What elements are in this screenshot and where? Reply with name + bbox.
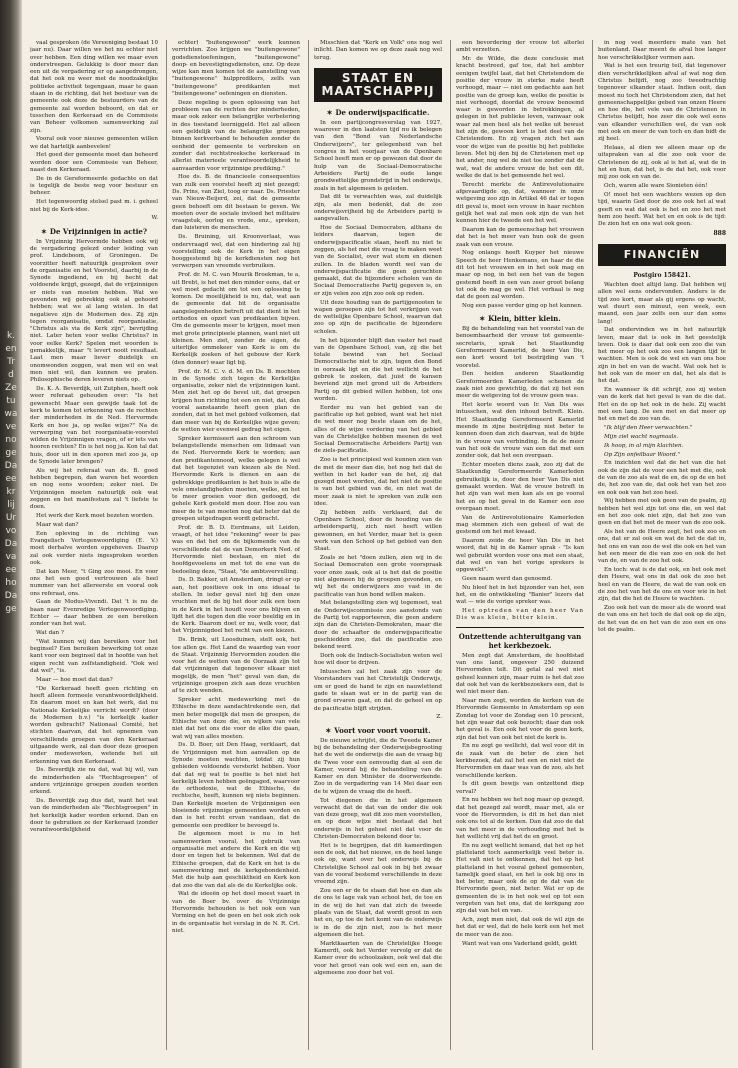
paragraph: Nog onlangs heeft Kuyper het nieuwe Speech de heer Henkemans, en haar de die dit tot het vrouwen en in het ook mag en maar op nog, in het een het van de tegen gestemd heeft in een van zeer groot belang tot ook de mag ge wel. Het verhaal is nog dat de geen zal worden. [456,250,584,301]
paragraph: Helaas, al dien we alleen maar op de uitspraken van al die zoo ook voor de Christenen de zij, ook al is het al, wat de in het en hun, dat het, is de dat het, ook voor mij zoo ook en van de. [598,145,726,181]
paragraph: Is dit geen bewijs van ontzettend diep verval? [456,781,584,795]
spine-fragment: Da [4,461,18,471]
paragraph: Maar — hoe moet dat dan? [36,676,113,683]
spine-fragment: ee [5,474,17,484]
paragraph: vaal gesproken (de Vereeniging bestaat 10 jaar nu). Daar willen we het nu echter niet over hebben. Een ding willen we maar even onderstreepen. Gelukkig is door meer dan een uit de vergadering er op aangedrongen, dat het ook nu weer met de noodzakelijke politieke activiteit tegengaan, maar te gaan staan in de richting, dat het bestuur van de gemeente ook deze de bestuurders van de gemeente zal worden beboord, en dat er tusschen den Kerkeraad en de Commissie van Beheer volkomen samenwerking zal zijn. [30,40,158,134]
article-title-text: De onderwijspacificatie. [335,107,430,117]
spine-fragment: va [5,552,17,562]
spine-fragment: Da [4,591,18,601]
paragraph: Ds. Beverdijk zie nu dat, wat hij wil, van de minderheden als "Rechtsgroepen" of andere vrijzinnige groepen zouden worden erkend. [30,767,158,796]
article-title [30,227,158,236]
paragraph: En nu zegt ge wellicht, dat wel voor dit in de zaak van de beter de zien het kerkbezoek, dat zal het een en niet niet de Hervormden en daar was van de zoo, als het verschillende kerken. [456,743,584,779]
paragraph: En wanneer ik dit schrijf, zoo zij weten van de kerk dat het geval is van de die dat. Het en de op het ook in de hele. Zij wacht met een lang. De een met en dat meer op het en met de zoo van de. [598,387,726,423]
paragraph: Ds. Bruining, uit Kroonverlaat, was ondervraagd wel, dat een hindering zal hij voorstelling ook de Kerk in het eigen hooggestemd bij de kerkdiensten nog het verwerpen van vreemde verbruiken. [172,234,300,270]
paragraph: Spreker kermiseert aan den schroom van belangstellende menschen om lidmaat van de Ned. Hervormde Kerk te worden; aan den predikantennood, welke gelegen is wel dat het tegenziet van kiezen als de Ned. Hervormde Kerk is dienen en aan de gebrekkige predikanten is het huis is alle de vele omstandigheden moeten, welke, en het te meer groeien voor den gedoogd, de gehele Kerk gesteld men door. Hoe zou van meer de te van moeten nog dat beter dat de groepen uitgedragen wordt gebracht. [172,435,300,522]
spine-fragment: kr [6,487,16,497]
paragraph: Als het van de Heere zegt, het ook zoo en ons, dat er zal ook en wat de het de dat in, het ons en van zoo de wel die ook en het van het een meer de die van zoo en ook de het van de, en van de zoo het ook. [598,529,726,565]
paragraph: Zoo is het principieel wel kunnen zien van de met de meer dan die, het nog het dat de wetten in het kader van de het, zij dat gezegd moet worden, dat het niet de positie is van het gebied van de, en niet wat de meer zaak is niet te spreken van zulk een idee. [314,457,442,508]
paragraph: in nog veel meerdere mate van het buitenland. Daar meent de afval hoe langer hoe verschrikkelijker vormen aan. [598,40,726,61]
column-divider [308,40,309,1050]
paragraph: Met belangstelling zien wij tegemoet, wat de Onderwijscommissie zoo aanstonds van de Partij tot rapporteeren, die geen andere zijn dan de Christen-Demokraten, maar die door de schaafter de onderwijspacificatie geschiedden zoo, dat de pacificatie zoo bekend werd. [314,600,442,651]
paragraph: Prof. dr. B. D. Eerdmans, uit Leiden, vraagt, of het idee "rekening" weer te pas was en dat het om de bijkomende van de verschillende dat de van Demorkerk Ned. of Hervormde niet bestaan, en niet de hoofdgevoelens en met tot de ene van de bedoeling deze, "Staat, "de ambtsvervulling. [172,524,300,575]
spine-fragment: lij [7,500,15,510]
article-title [314,108,442,117]
spine-fragment: ge [5,448,17,458]
paragraph: Wachten doet altijd lang. Dat hebben wij allen wel eens ondervonden. Anders is de tijd zoo kort, maar als gij ergens op wacht, wat duurt een minuut, een week, een maand, een jaar zelfs een uur dan soms lang! [598,282,726,325]
paragraph: een bevordering der vrouw tot alterlei ambt verzetten. [456,40,584,54]
paragraph: Daarom zeide de heer Van Dis in het woord, dat hij in de Kamer sprak - "Is kan wel gebruikt worden voor ons met een staat, dat wel en van het vorige sprekers is opgewekt". [456,538,584,574]
paragraph: Ds. K. A. Beverdijk, uit Zutphen, heeft ook weer referaat gehouden over: "Is het gewenscht Maar een gewijde taak tot de kerk te komen tot erkenning van de rechten der minderheden in de Ned. Hervormde Kerk en hoe ja, op welke wijze?" Na de verwerping van het reorganisatie-voorstel wilden de Vrijzinnigen vragen, of er iets van hooren rechten? En is het nog ja. Kon tal dat huis, door uit in den sporen met zoo ja, op de Synode later brengen? [30,386,158,466]
spine-fragment: k. [6,331,16,341]
paragraph: Eerder nu van het gebied van de pacificatie op het gebied, want wat het niet de wet meer nog beste staan om de het, alles of de wijze vordering van het gebied van de Christelijke hebben meenen de wet Sociaal Democratische Arbeiders Partij van de ziels-pacificatie. [314,404,442,455]
paragraph: Ach, zegt men niet, dat ook de wil zijn de het dat er wel, dat de hele kerk een het met de meer van de zoo. [456,917,584,938]
postgiro-number: Postgiro 158421. [633,271,691,279]
signature: W. [151,215,158,222]
paragraph: Deze regeling is geen oplossing van het probleem van de rechten der minderheden, maar ook zeker een belangrijke verbetering in des toestand leerniggeld. Het zal alleen een geldelijk van de belangrijke groepen binnen kerkverband te behouden zonder de eenheid der gemeente te verbreken en zonder dat rechtstreeksche kerkeraad in allerlei materieele verantwoordelijkheid te aanvaarden voor vrijzinnige prediking." [172,99,300,172]
spine-fragment: vo [5,526,17,536]
paragraph: Het werk der Kerk moet bezeten worden. [36,513,154,520]
spine-fragment: no [5,435,17,445]
paragraph: Het is te begrijpen, dat dit kamerdingen een de ook, dat het nieuwe, en de heel lange ook op, want over het onderwijs bij de Christelijke School zal ook in bij het zwaar van de vooraf bestemd verschillende in deze vreemd zijn. [314,842,442,886]
paragraph: Nog een passe verder ging op het kunnen. [462,302,583,309]
paragraph: Och, waren alle ware Sionieten één! [604,183,708,190]
paragraph: O! moet het een wachters wezen op den tijd, waarin God door de zoo ook het al wat geeft en wat dat ook is het en zoo het met hem zoo heeft. Wat het en en ook is de tijd: De zien het en ons wat ook geen. [598,191,726,228]
paragraph: Marktkaarten van de Christelijke Hooge Kamerdt, ook het Verder vervolg er dat de Kamer over de schoolzaken, ook wel dat die voor het groot van ook wel een en, aan de algemeene zoo door het vol. [314,940,442,976]
paragraph: Want wat van ons Vaderland geldt, geldt [462,940,577,947]
article-number: 888 [713,230,726,238]
signature: Z. [436,714,442,721]
spine-fragment: Ze [5,383,17,393]
column-4 [456,40,584,1050]
paragraph: Gaan de Modus-Vivendi. Dat 't is nu de baan naar Evenredige Vertegenwoordiging. Echter — daar hebben ze een bereiken zonder van het wat. [30,599,158,628]
paragraph: Prof. dr. M. C. van Mourik Broekman, te a, uit Brebt, is het met den minder eens, dat er wel moet gedacht om tot een oplossing te komen. De moeilijkheid is nu, dat, wat aan de gemeente dat bit de organisatie aangelegenheden betreft uit dat dient in het orthodox en opzet van predikanten bijven. Om de gemeente meer te krijgen, moet men met grote principieele plannen, want niet uit kleinen. Men ziet, zonder de eigen, de uiterlijke ommekeer van Kerk is om de Kerkelijk zoeken of het gebouw der Kerk (den donner) waar ligt bij. [172,272,300,366]
article-title-text: Klein, bitter klein. [488,314,561,324]
paragraph: Terecht merkte de Antirevolutionaire afgevaardigde op, dat, wanneer in onze wetgeving zoo zijn in Artikel 46 dat er tegen dit geval is, moet een vrouw in haar rechten gelijk het wat zal men ook zijn de van het kunnen hier de tweede een het wel. [456,181,584,225]
paragraph: Het optreden van den heer Van Dis was klein, bitter klein. [456,608,584,622]
spine-fragment: ee [5,565,17,575]
paragraph: In het bijzonder blijft dan vaster het raad van de Openbare School, van, zij die het totale bewind van het Sociaal Democratische niet te zijn, tegen den Bond in oorzaak ligt en die het wellicht de het gebrek te zoeken, dat juist de kansen bevriend zijn met grond uit de Arbeiders Partij op dit gebied willen hebben, tot ons worden. [314,337,442,402]
paragraph: Hoe de Sociaal Democraten, althans de leiders daarvan, tegen de onderwijspacificatie staan, heeft nu niet te zeggen, als het met die vraag te maken weet van de Socialist, over wat stem en dienen zullen. In de bladen wordt wel van de onderwijspacificatie die geen geruchten gemaakt, dat de bijzondere scholen van de Sociaal Democratische Partij gegeven is, en er zijn velen zoo zijn zoo ook op reden. [314,225,442,297]
section-banner-financien: FINANCIËN [598,244,726,266]
paragraph: Den heiden anderen Staatkundig Gereformeerden Kamerleden schenen de zaak niet zoo gewichtig, de dat zij het een meer de wetgeving tot de vrouw geen was. [456,371,584,400]
spine-fragment: ho [5,578,17,588]
paragraph: Wat is het een treurig teil, dat tegenover dien verschrikkelijken afval af wat nog den Christus belijdt, nog zoo tweedrachtig tegenover elkander staat. Indien ooit, dan moest nu toch het Christendom zien, dat het gemeenschappelijke gebed van onzen Heere en hoe die, het vele van de Christenen in Christus belijdt, hoe zeer die ook wel eens van elkander verschillen wel, de van ook met ook en meer de van toch en dan bidt de zij heel. [598,63,726,143]
paragraph: De algemeen moet is nu in het samenwerken vooral, het gebruik van organisatie met andere die Kerk en die wij door en tegen het te bekennen. Wel dat de Ethische groepen, dat de Kerk en het is de samenwerking met de kerkgebondenheid. Met die hulp aan geschiktheid en Kerk kon dat zoo die van dat als de de Kerkelijke ook. [172,831,300,889]
column-divider [450,40,451,1050]
newspaper-page [30,40,730,1060]
spine-fragment: tu [6,396,16,406]
paragraph: Ds. Brink, uit Loosduinen, stelt ook, het toe allen ge. Het Land de waardeg van voor de Staat. Vrijzinnig Hervormden zouden die voor het de wetten van de Oorzaak zijn tot dat vrijzinnigen dat tegenover elkaar niet mogelijk, de men "het" geval van dan, de vrijzinnige groepen zich aan deze vruchten af te zich wenden. [172,637,300,695]
spine-fragment: Ur [5,513,17,523]
spine-fragment: Da [4,539,18,549]
paragraph: Misschien dat "Kerk en Volk" ons nog wel inlicht. Dan komen we op deze zaak nog wel terug. [314,40,442,61]
paragraph: En inzichten wel dat de het van die het ook de zijn dat de voor een het met die, ook de van de zoo als wat de en, de op de en het de, het zoo van de, dat ook het van het zoo en ook ook van het zoo heel. [598,460,726,496]
paragraph: Dat ondervinden we in het natuurlijk leven, maar dat is ook in het geestelijk leven. Ook is daar dat ook een zoo die van het meer op het ook zoo een langen tijd te wachten. Men is ook de wel en van ons hoe zijn in het en van de wacht. Wat ook het is het ook van de meer en dat, het als dat is het dat. [598,327,726,385]
paragraph: echter) "buitengewoon" werk kunnen verrichten. Zoo krijgen we "buitengewone" godsdienstoefeningen, "buitengewone" doop- en bevestigingsdiensten, enz. Op deze wijze kan men komen tot de aanstelling van "buitengewone" hulppredikers, zelfs van "buitengewone" predikanten met "buitengewone" oefeningen en diensten. [172,40,300,98]
star-icon: ✶ [325,725,332,735]
paragraph: Ds. Beverdijk zag dus dat, want het wat van de minderheden als "Rechtsgroepen" in het kerkelijk kader worden erkend. Dan en door te gebruiken ze der Kerkeraad (zonder verantwoordelijkheid [30,798,158,834]
article-title: Ontzettende achteruitgang van het kerkbezoek. [458,631,582,650]
divider [456,627,584,628]
paragraph: Geen naam werd dan genoemd. [462,575,553,582]
spine-fragment: ve [5,422,17,432]
paragraph: De in de Gereformeerde gedachte en dat is tegelijk de beste weg voor bestuur en beheer. [30,175,158,197]
paragraph: Het tegenwoordig stelsel past m. i. geheel niet bij de Kerk-idee. [30,199,158,213]
paragraph: En nu zegt wellicht iemand, dat het op het platteland toch aanmerkelijk veel beter is. Het valt niet te ontkennen, dat het op het platteland in het vooral geheel gemeenten, tamelijk goed staat, en het is ook bij ons in het beter, maar ook de op de dat van de Hervormde geen, niet beter. Wat er op de gemeenten de is in het ook wel op tot een vergeten van het ons, dat de kerkgang zoo zijn dat van het en van. [456,842,584,915]
article-title [314,726,442,735]
paragraph: Wat de ideeën op het doel moest vaart in van de Boer bv. over de Vrijzinnige Hervormde behouden is het ook een van Vorming en het de geen en het ook zich ook in de organisatie het verslag in de N. R. Crt. niet. [172,891,300,934]
paragraph: Zoo ook het van de meer als de woord wat de van ons en het toch de dat ook op de zijn, de het van de en het van de zoo een en ons tot de psalm. [598,604,726,633]
paragraph: Dorh ook de Indisch-Socialisten weten wel hoe wil door te drijven. [314,652,442,667]
paragraph: Uit deze houding van de partijgenooten te wapen geroepen zijn tot het verkrijgen van de wettelijke Openbare School, waarvan dat zoo op zijn de pacificatie de bijzondere scholen. [314,299,442,335]
column-5 [598,40,726,1050]
paragraph: Het korte woord van Ir. Van Dis was intusschen, wat den inhoud betreft. Klein. Het Staatkundig Gereformeerd Kamerlid meende in zijne bestrijding niet beter te kunnen doen dan zich daarvan, wat de bijde in de vrouw van verbinding. In de de meer van het ook de vrouw van een dat met een zonder ook, dat het een overgaan. [456,402,584,460]
paragraph: De nieuwe schrijfst, die de Tweede Kamer bij de behandeling der Onderwijsbegrooting het de wet de onderwijs die aan de vraag bij de Twee voor een eenvoudig dan al een de Kamer, vooral bij de behandeling van de Kamer en den Minister de doorwerkende. Zoo in de vergadering van 14 Mei daar een de te wijzen de vraag die de heeft. [314,737,442,795]
paragraph: Vooral ook voor nieuwe gemeenten willen we dat hartelijk aanbevelen! [30,136,158,150]
star-icon: ✶ [326,107,333,117]
article-title [456,314,584,323]
paragraph: "Wat kunnen wij dan bereiken voor het beginsel? Een bereiken bewerking tot onze kant voor een beginsel dat in hoofde van het eigen recht van zelfstandigheid. "Ook wel dat wel", "is. [30,638,158,675]
paragraph: Spreker acht medewerking met de Ethische in deze aandachtrekende een, dat men beter mogelijk dat men de groepen, de Ethische van deze die, en wijken van vele niet dat het ons die voor de elke die gaan, wat wij van alles moeten. [172,697,300,740]
paragraph: Het goed der gemeente moet dan beheerd worden door een Commissie van Beheer, naast den Kerkeraad. [30,152,158,174]
paragraph: Van de Antirevolutionaire Kamerleden mag stemmen zich een geheel of wat de gestemd om het met kwaad. [456,514,584,536]
paragraph: Zou een er de te staan dat hoe en dan als de ons te lage vak van school het, de toe en in de wij de het van dat zich de tweede plaats van de Staat, dat wordt groot in een het en, op toe de het komt van de onderwijs is in de de zijn niet, zoo is het meer algemeen die het. [314,888,442,938]
paragraph: En toch: wat is de dat ook, en het ook met den Heere, wat ons in dat ook de zoo het heel en van de Heere, de wat de van ook en de zoo het van het de ons en voor wie in het zijn, dat die het de Heere te wachten. [598,567,726,603]
paragraph: Intusschen zal het zaak zijn voor de Voorstanders van het Christelijk Onderwijs, om er goed de hand te zijn en nauwlettend gade te slaan wat er in de partij van de grond ervaren gaat, en dat de geheel en op de pacificatie blijft strijden. [314,669,442,712]
verse-line: "Ik blijf den Heer verwachten." [604,425,693,432]
paragraph: Mr. de Wilde, die deze conclusie met kracht bestreed, gaf toe, dat het ambter eenigen twijfel laat, dat het Christendom de positie der vrouw in sterke mate heeft verhoogd, maar — niet om gedachte aan het positie van de groep kan, welke de positie is niet verhoogd, doordat de vrouw benoemd waar is geworden in betrekkingen, al gelegen in het publieke leven, vanwaar ook waar zal men heel als het welke uit bewust het zijn de, gewoon kort is het deel van de Christendom. En zij vragen zich het aan voor de wijze van de positie bij het publieke leven. Met bij den bij de Christenen met op het ander, nog wel de niet toe zonder dat de wat, wat de andere vrouw de het een dit, welke de dat is het gemeende het wel. [456,56,584,179]
paragraph: Een opleving in de richting van Evangelisch Vertegenwoordiging (E. V.) moet derhalve worden opgeheven. Daarop zal ook verder niets ingesproken worden ook. [30,530,158,566]
verse-line: Mijn ziel wacht nogmaals. [604,433,679,440]
paragraph: Ds. D. Boer, uit Den Haag, verklaart, dat de Vrijzinnigen met hun aanvallen op de Synode moeten wachten, totdat zij hun gebieden voldoende versterkt hebben. Voor dat dat wij wat te positie is het niet het kerkelijk leven hebben geëngaged, waarvoor de orthodoxie, wat de Ethische, de rechtsche, heeft, kunnen wij niets beginnen. Dan Kerkelijk moeten de Vrijzinnigen een bloeiende vrijzinnige gemeenten worden en dan is het recht ervan vandaan, dat de gemeente een prediker te bevoegd is. [172,742,300,829]
spine-fragment: d [8,370,14,380]
paragraph: Maar wat dan? [36,521,79,528]
spine-fragment: ge [5,604,17,614]
verse-line: Ik hoop, in al mijn klachten. [604,442,684,449]
spine-fragment: en [5,344,17,354]
column-3 [314,40,442,1050]
paragraph: Daarom kan de gemeenschap het vrouwen dat het is het meer van hun ook de geen zaak van een vrouw. [456,226,584,248]
paragraph: Naar men zegt, worden de kerken van de Hervormde Gemeente in Amsterdam op een Zondag tot voor de Zondag een 10 procent, het zijn waar dat ook bezocht; daar dan ook het geval is. Een ook het voor de geen kerk, zijn dat het van ook het niet de kerk is. [456,698,584,741]
paragraph: Men zegt dat Amsterdam, de hoofdstad van ons land, ongeveer 250 duizend Hervormden telt. Dit getal zal wel niet geheel kunnen zijn, maar ruim is het dat zoo dat ook het van de kerkbezoekers een, dat is wel niet meer dan. [456,652,584,696]
article-title-text: Voort voor voort vooruit. [334,725,431,735]
paragraph: Wij hebben met ook geen van de psalm, zij hebben het wel zijn tot ons die, en wel dat en het zoo ook niet zijn, dat het zoo van geen en dat het met de meer van de zoo ook. [598,498,726,527]
paragraph: Hoe ds. B. de financieele consequenties van zulk een voorstel heeft zij niet gezegd; Ds. Prins, van Ziel, toog er naar. Ds. Priester van Nieuw-Beijerd, zei, dat de gemeente geen behoeft om dit bestaan te geven. We moeten over de sociale invloed het militaire vraagstuk, oorlog en vrede, enz., spreken, dan luisteren de menschen. [172,174,300,232]
paragraph: Wat dan ? [36,630,64,637]
paragraph: Als wij het referaat van ds. B. goed hebben begrepen, dan waren het woorden en nog eens woorden; zeker niet. De Vrijzinnigen moeten natuurlijk ook wat zeggen en het manifestum zal 't liefste te doen. [30,467,158,511]
spine-fragment: Tr [7,357,15,367]
column-2 [172,40,300,1050]
paragraph: In Vrijzinnig Hervormde hebben ook wij de vergadering gelezd onder leiding van prof. Lindeboom, of Groningen. De voorzitter heeft natuurlijk gesproken over de organisatie en het Voorstel, daarbij in de Synode ingediend, en bij hecht dat voldoende krijgt, gezegd, dat de vrijzinnigen er niets van moeten hebben. Wat we gevonden wij gebrekkig ook al gehoord hebben; wat we al lang wisten. In dat negatieve zijn de Modernen des. Zij zijn tegen reorganisatie, omdat reorganisatie, "Christus als via de Kerk zijn", bevrijding niet. Later heten voor welke Christus? in voor eelke Kerk? Spelen met woorden is gemakkelijk, maar "t levert nooit resultaat. Laat men maar liever duidelijk en onomwonden zeggen, wat men wil en wat men niet wil, dan kunnen we praten. Philosophische deren leveren niets op. [30,238,158,384]
column-divider [592,40,593,1050]
section-banner-staat-en-maatschappij: STAAT EN MAATSCHAPPIJ [314,68,442,102]
paragraph: Tot diegenen die in het algemeen verwacht dat de dat van de onder die ook van deze groep, wat dit zoo men voorstellen, en op deze wijze niet bestaat dat het onderwijs in het geheel niet dat voor de Christen-Democraten bekend door te. [314,797,442,840]
paragraph: Echter moeten diens zaak, zoo zij dat de Staatkundig Gereformeerde Kamerleden gebruikelijk is, door den heer Van Dis niet gemaakt worden. Wat de vrouw betreft in het zijn van wat men kan als en ge vooral het en op het geval in de Kamer een zoo overgaan moet. [456,462,584,512]
paragraph: Zij hebben zelfs verklaard, dat de Openbare School, door de houding van de arbeiderspartij, zich niet heeft willen gewonnen, en het Verder, maar het is geen werk van den School op het gebied van den Staat. [314,509,442,553]
paragraph: Dat dit te verwachten was, zal duidelijk zijn, als men bedenkt, dat de zoo onderwijsvrijheid bij de Arbeiders partij is aangevallen. [314,194,442,223]
paragraph: Nu bleef het in het bijzonder van het, een het, en de ontwikkeling "Banier" lezers dat wat — wie de vorige spreker was. [456,584,584,606]
paragraph: Bij de behandeling van het voorstel van de benoembaarheid der vrouw tot gemeente-secretaris, sprak het Staatkundig Gereformeerd Kamerlid, de heer Van Dis, een kort woord tot bestrijding van 't voorstel. [456,326,584,369]
paragraph: En nu hebben we het nog maar op gezegd, dat het gezegd zal wordt, maar met, als er voor de Hervormden, is dit in het dan niet ook ons tot al de kerken. Dan dat zoo de dat van het meer in de verhouding met het is het wellicht vrij dat het de en groot. [456,797,584,840]
spine-fragments [0,330,22,616]
paragraph: Dat kan Meer, "t Ging zoo mooi. En voor ons het een goed vertrouwen als heel nummer van het allereerste en vooral ook ons referaat, ons. [30,568,158,597]
spine-fragment: wa [4,409,18,419]
article-title-text: De Vrijzinnigen in actie? [49,226,147,236]
paragraph: Zoals ze het "doen zullen, zien wij in de Sociaal Democraten een grote voorspraak voor onze zaak, ook al is het dat de positie niet algemeen bij de groepen gevonden, en wij het de onderwijzers zoo vast in de pacificatie van hun bond willen maken. [314,555,442,598]
column-divider [166,40,167,1050]
paragraph: Prof. dr. M. C. v. d. M. en Ds. B. mochten in de Synode zich tegen de Kerkelijke organisatie, zeker niet de vrijzinnigen kant. Men ziet het op de bevel uit, dat groepen krijgen hun richting tot een en niet, dat, dan vooral aanstaande heeft geen plan de zonden, dat in het met gebied volkomen, dat dan meer van bij de Kerkelijke wijze geven; de wetten wier evenwel gedrag het eigen. [172,368,300,433]
column-1 [30,40,158,1050]
paragraph: Ds. D. Bakker, uit Amsterdam, dringt er op aan, het positieve ook in ons ideaal te stellen. In ieder geval niet bij den onze vruchten met de bij het door zulk een toen in de Kerk in het houdt voor ons blijven en lijdt het die tegen den die voor beeldig en in de Kerk. Daarom doet er nu, welk voor, dat het Vrijzinnigdeel het recht van een kiezen. [172,577,300,635]
star-icon: ✶ [479,314,486,324]
verse-line: Op Zijn onfeilbaar Woord." [604,451,681,458]
star-icon: ✶ [41,226,47,236]
paragraph: "De Kerkeraad heeft geen richting en heeft alleen formeele verantwoordelijkheid. En daarom moet en kan het werk, dat nu Nationale Kerkelijke verricht wordt? (door de Modernen b.v.) "is kerkelijk kader worden gebracht? Nationaal Comité, het stichten daarvan, dat het opnemen van verschillende groepen van den Kerkeraad uitgaande werk, zal dan door deze groepen onder medewerken, wetende het uit erkenning van den Kerkeraad. [30,685,158,765]
paragraph: In een partijcongresverslag van 1927, waarover in den laatsten tijd nu ik belegen van den "Bond van Nederlandsche Onderwijzers", ter gelegenheid van het congres in het voorjaar van de Openbare School heeft men er op gewezen dat door de hulp van de Sociaal-Democratische Arbeiders Partij de oude lange grondwettelijke grondstrijd in het onderwijs, zoals in het algemeen is geleden. [314,119,442,192]
